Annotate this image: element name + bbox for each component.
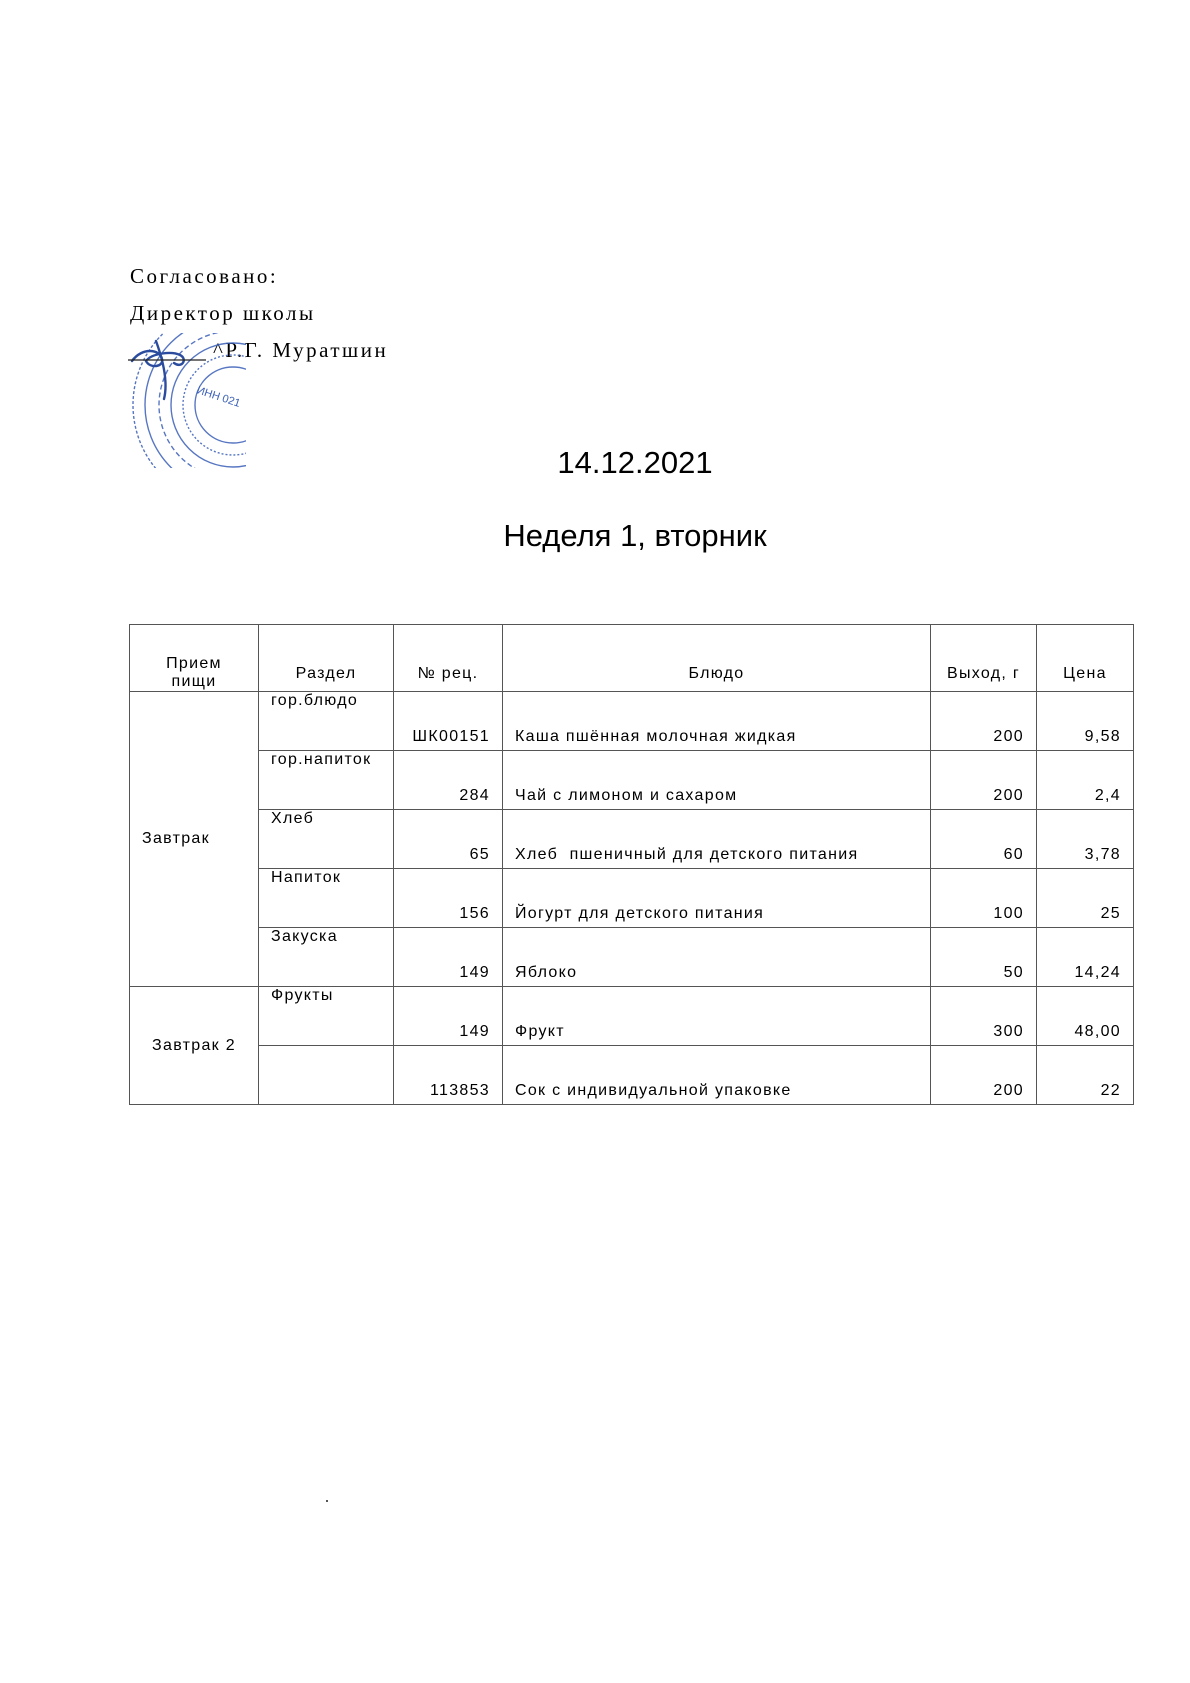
approval-position: Директор школы	[130, 301, 316, 325]
dish-cell: Хлеб пшеничный для детского питания	[503, 810, 931, 869]
section-cell: Напиток	[259, 869, 394, 928]
header-meal: Прием пищи	[130, 625, 259, 692]
header-output: Выход, г	[931, 625, 1037, 692]
dish-cell: Яблоко	[503, 928, 931, 987]
stamp-text: ИНН 021	[195, 384, 242, 410]
price-cell: 48,00	[1037, 987, 1134, 1046]
section-cell: Хлеб	[259, 810, 394, 869]
price-cell: 2,4	[1037, 751, 1134, 810]
table-row	[130, 987, 1134, 1046]
header-recipe: № рец.	[394, 625, 503, 692]
page-dot	[326, 1500, 328, 1502]
table-row	[130, 1046, 1134, 1105]
output-cell: 300	[931, 987, 1037, 1046]
recipe-cell: 149	[394, 928, 503, 987]
price-cell: 25	[1037, 869, 1134, 928]
recipe-cell: 113853	[394, 1046, 503, 1105]
dish-cell: Йогурт для детского питания	[503, 869, 931, 928]
approval-signer: ^Р.Г. Муратшин	[213, 338, 389, 362]
output-cell: 200	[931, 692, 1037, 751]
dish-cell: Сок с индивидуальной упаковке	[503, 1046, 931, 1105]
section-cell: гор.блюдо	[259, 692, 394, 751]
menu-date: 14.12.2021	[557, 445, 713, 480]
section-cell	[259, 1046, 394, 1105]
table-row	[130, 751, 1134, 810]
price-cell: 3,78	[1037, 810, 1134, 869]
recipe-cell: 284	[394, 751, 503, 810]
output-cell: 100	[931, 869, 1037, 928]
dish-cell: Фрукт	[503, 987, 931, 1046]
table-header-row	[130, 625, 1134, 692]
price-cell: 22	[1037, 1046, 1134, 1105]
header-dish: Блюдо	[503, 625, 931, 692]
approval-agreed: Согласовано:	[130, 264, 279, 288]
menu-subtitle: Неделя 1, вторник	[503, 518, 767, 553]
table-row	[130, 869, 1134, 928]
price-cell: 9,58	[1037, 692, 1134, 751]
recipe-cell: ШК00151	[394, 692, 503, 751]
recipe-cell: 149	[394, 987, 503, 1046]
menu-table	[129, 624, 1134, 1105]
table-row	[130, 810, 1134, 869]
section-cell: Фрукты	[259, 987, 394, 1046]
section-cell: гор.напиток	[259, 751, 394, 810]
meal-cell: Завтрак 2	[130, 987, 259, 1105]
price-cell: 14,24	[1037, 928, 1134, 987]
output-cell: 200	[931, 1046, 1037, 1105]
output-cell: 50	[931, 928, 1037, 987]
table-row	[130, 928, 1134, 987]
recipe-cell: 65	[394, 810, 503, 869]
header-price: Цена	[1037, 625, 1134, 692]
output-cell: 60	[931, 810, 1037, 869]
table-row	[130, 692, 1134, 751]
section-cell: Закуска	[259, 928, 394, 987]
dish-cell: Чай с лимоном и сахаром	[503, 751, 931, 810]
recipe-cell: 156	[394, 869, 503, 928]
meal-cell: Завтрак	[130, 692, 259, 987]
dish-cell: Каша пшённая молочная жидкая	[503, 692, 931, 751]
header-section: Раздел	[259, 625, 394, 692]
output-cell: 200	[931, 751, 1037, 810]
